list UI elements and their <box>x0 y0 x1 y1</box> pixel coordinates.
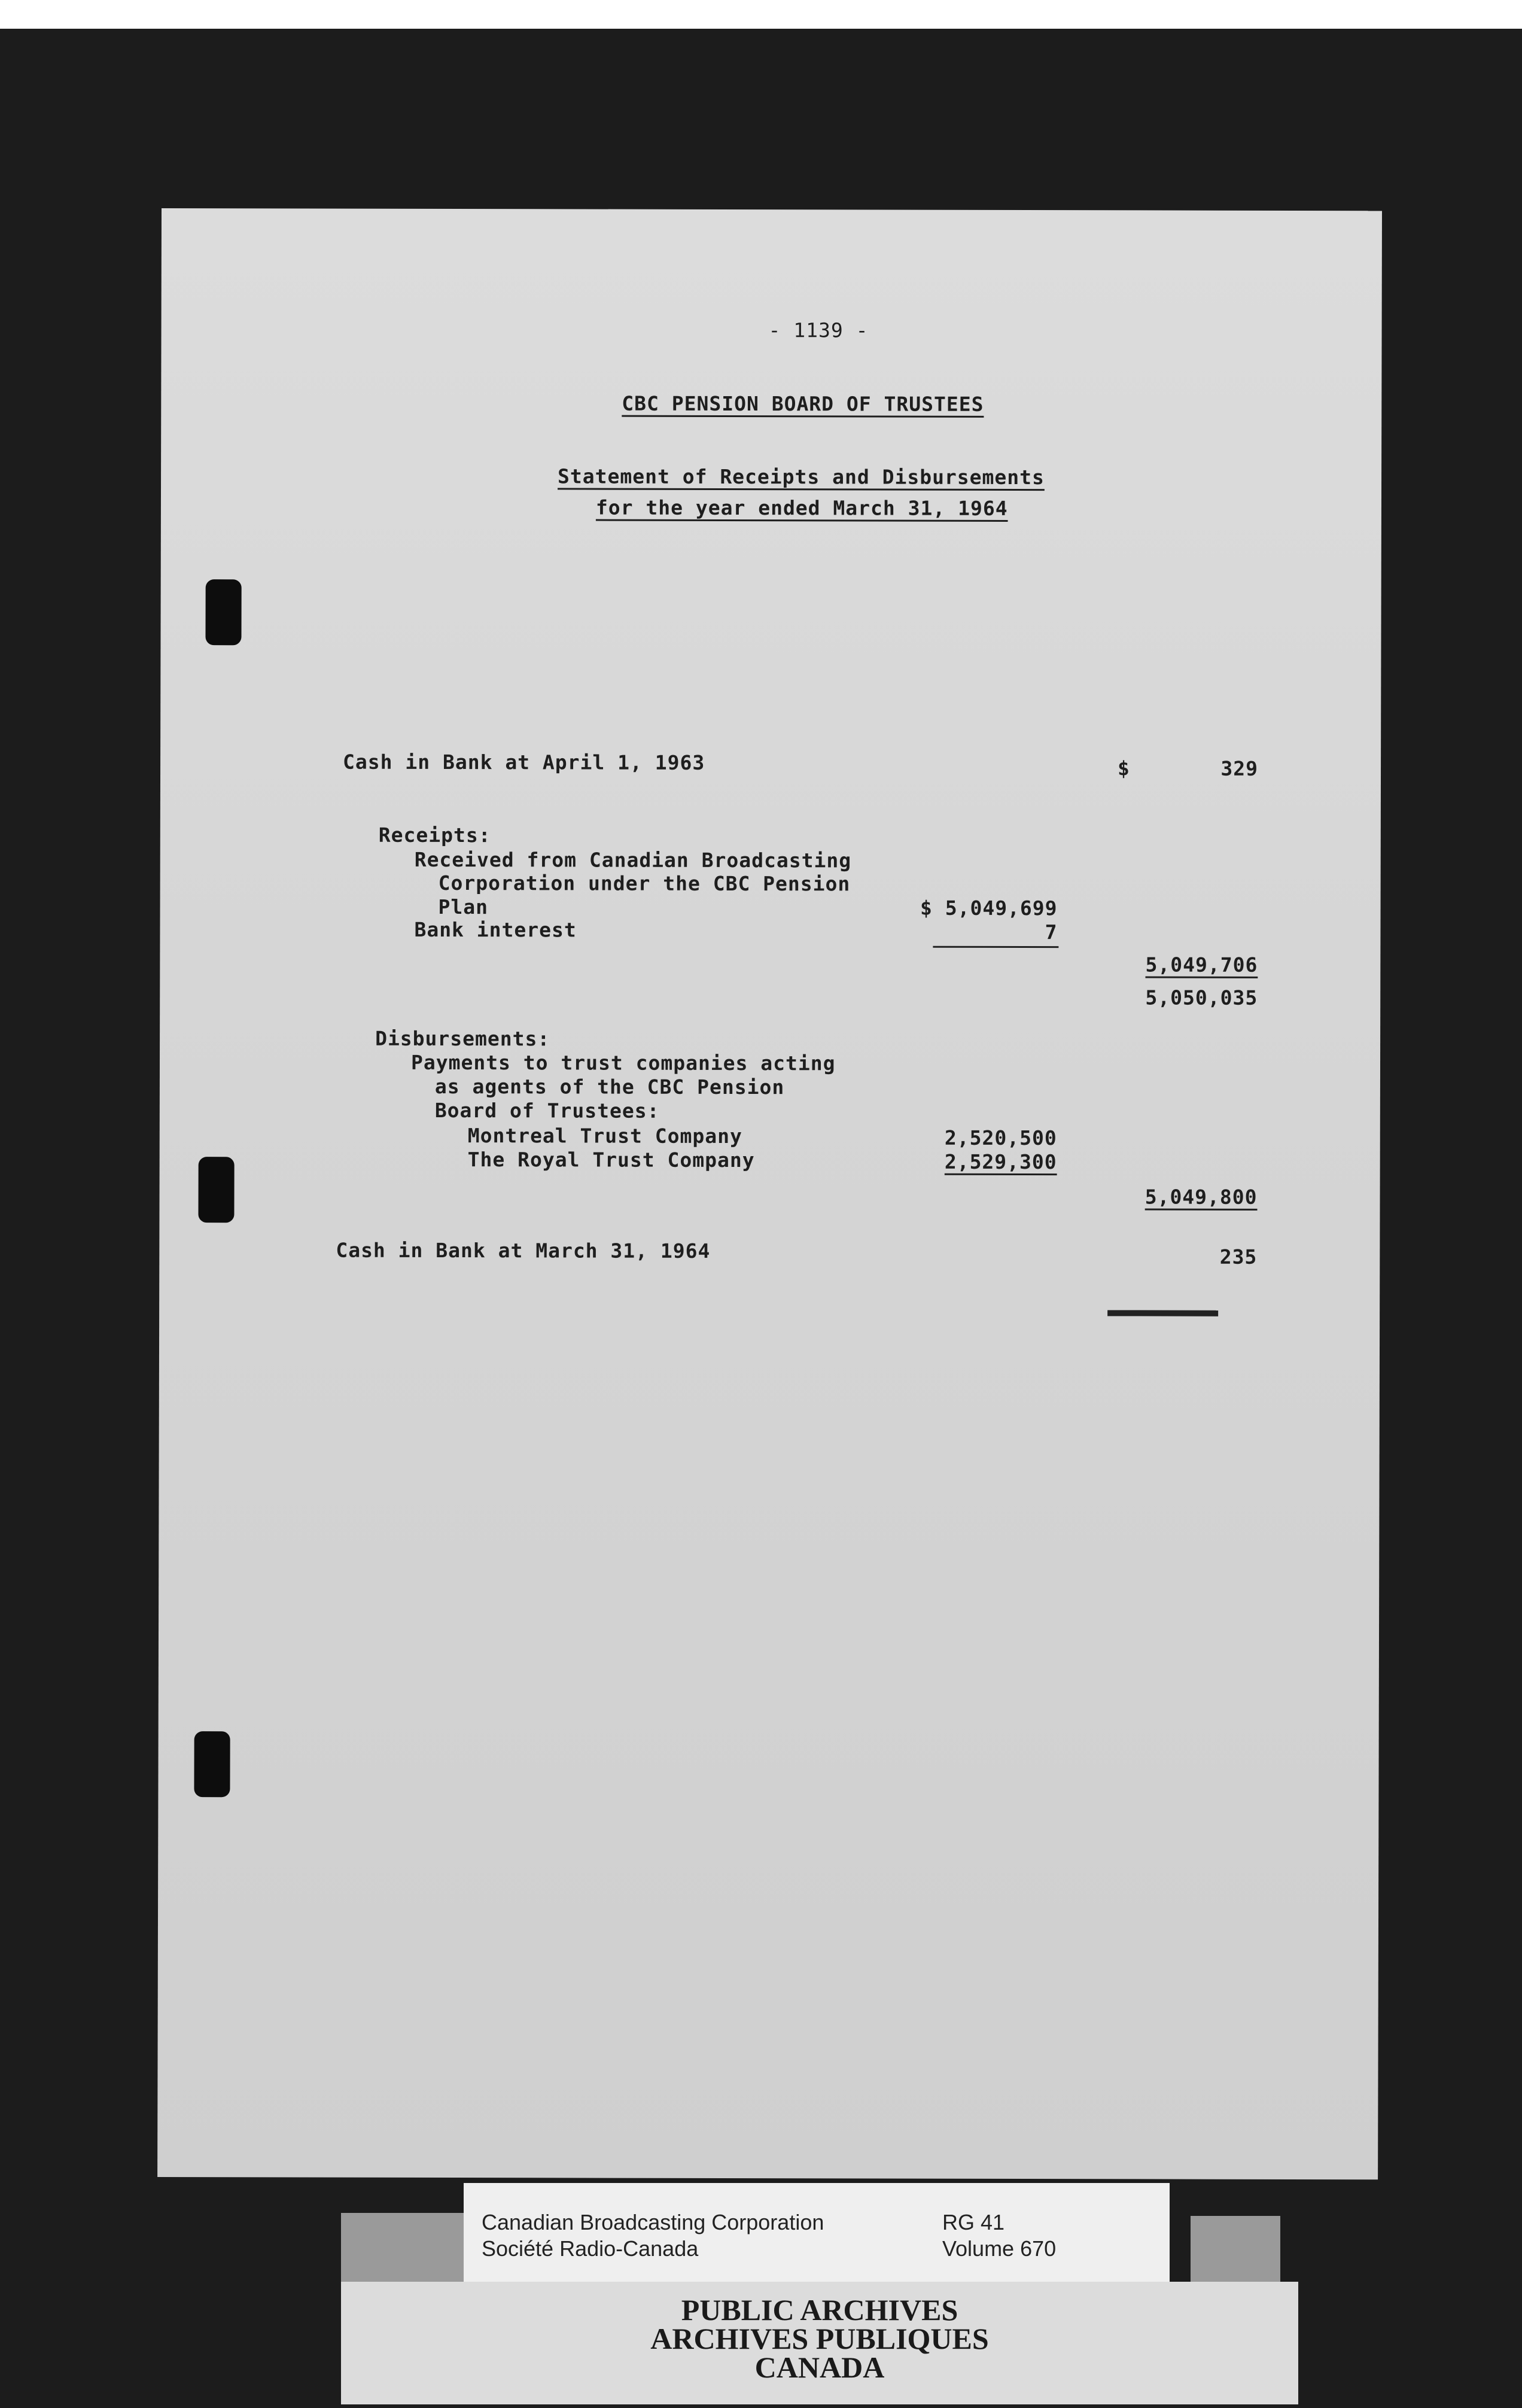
disbursements-total: 5,049,800 <box>1144 1185 1258 1209</box>
royal-trust-amount: 2,529,300 <box>944 1150 1057 1174</box>
receipts-heading: Receipts: <box>378 823 491 847</box>
punch-hole <box>194 1731 230 1797</box>
receipts-description-line: Corporation under the CBC Pension <box>438 871 851 896</box>
archive-name-en: PUBLIC ARCHIVES <box>681 2293 958 2327</box>
punch-hole <box>198 1157 234 1223</box>
receipts-description-line: Received from Canadian Broadcasting <box>414 847 852 872</box>
opening-currency-symbol: $ <box>1118 756 1130 780</box>
page-number: - 1139 - <box>768 318 869 342</box>
opening-balance-amount: 329 <box>1220 756 1259 780</box>
montreal-trust-amount: 2,520,500 <box>944 1126 1057 1150</box>
organization-name-fr: Société Radio-Canada <box>482 2236 699 2261</box>
bank-interest-label: Bank interest <box>414 917 577 942</box>
statement-title: Statement of Receipts and Disbursements <box>558 464 1045 489</box>
disbursements-description-line: as agents of the CBC Pension <box>434 1074 785 1099</box>
bank-interest-amount: 7 <box>1045 920 1058 944</box>
archive-country: CANADA <box>754 2351 885 2384</box>
microfilm-frame <box>0 29 1522 2408</box>
subtotal-rule <box>933 946 1058 948</box>
disbursements-description-line: Board of Trustees: <box>434 1098 660 1123</box>
organization-name-en: Canadian Broadcasting Corporation <box>482 2210 824 2234</box>
cbc-contribution-amount: $ 5,049,699 <box>920 896 1058 920</box>
record-group: RG 41 <box>942 2210 1005 2234</box>
closing-balance-amount: 235 <box>1219 1245 1258 1269</box>
disbursements-heading: Disbursements: <box>375 1026 550 1051</box>
document-page <box>157 208 1382 2179</box>
disbursements-description-line: Payments to trust companies acting <box>410 1050 836 1075</box>
archive-name-fr: ARCHIVES PUBLIQUES <box>650 2322 989 2355</box>
statement-period: for the year ended March 31, 1964 <box>595 495 1008 520</box>
volume-number: Volume 670 <box>942 2236 1057 2261</box>
archive-reference-card <box>464 2183 1170 2294</box>
archive-stamp-strip <box>341 2282 1298 2404</box>
montreal-trust-label: Montreal Trust Company <box>467 1124 742 1148</box>
opening-balance-label: Cash in Bank at April 1, 1963 <box>343 750 705 774</box>
royal-trust-label: The Royal Trust Company <box>467 1148 755 1172</box>
closing-balance-label: Cash in Bank at March 31, 1964 <box>336 1238 711 1263</box>
receipts-description-line: Plan <box>438 895 489 919</box>
punch-hole <box>205 579 241 645</box>
receipts-total: 5,049,706 <box>1145 953 1258 977</box>
closing-double-rule <box>1107 1310 1218 1316</box>
document-heading: CBC PENSION BOARD OF TRUSTEES <box>622 391 984 416</box>
cash-plus-receipts-total: 5,050,035 <box>1145 986 1258 1010</box>
